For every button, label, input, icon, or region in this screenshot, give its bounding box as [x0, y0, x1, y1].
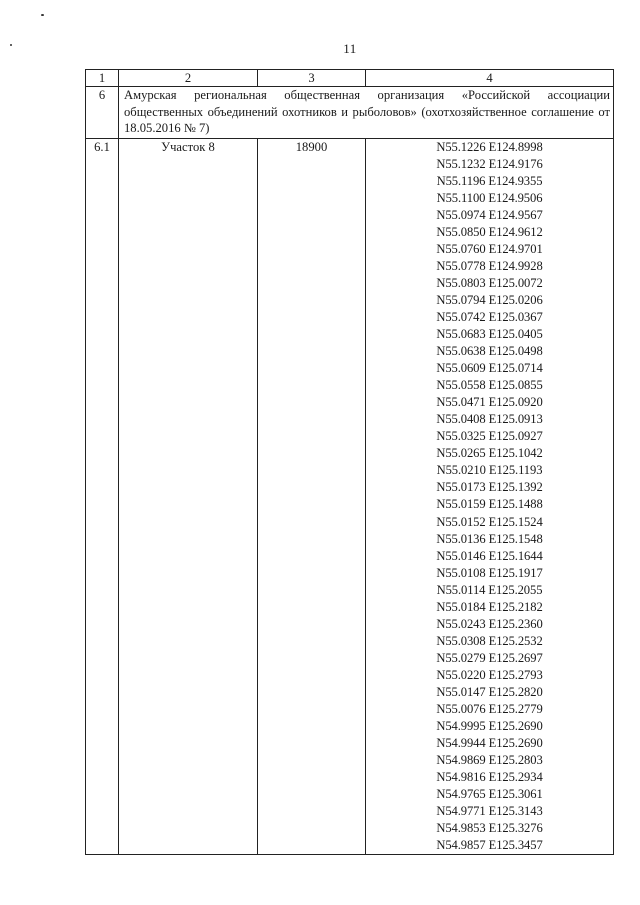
coordinate-item: N54.9857 E125.3457 [436, 838, 543, 853]
row-number: 6.1 [86, 138, 119, 855]
coordinate-item: N54.9765 E125.3061 [436, 787, 543, 802]
coordinate-item: N55.0408 E125.0913 [436, 412, 543, 427]
coordinate-item: N55.0683 E125.0405 [436, 327, 543, 342]
coordinate-item: N55.0742 E125.0367 [436, 309, 543, 324]
coordinate-item: N55.0114 E125.2055 [436, 582, 543, 597]
coordinate-item: N54.9995 E125.2690 [436, 719, 543, 734]
column-header-4: 4 [366, 70, 614, 87]
coordinate-item: N55.0265 E125.1042 [436, 446, 543, 461]
coordinate-item: N54.9853 E125.3276 [436, 821, 543, 836]
coordinate-item: N55.1100 E124.9506 [436, 190, 543, 205]
coordinate-item: N55.0173 E125.1392 [436, 480, 543, 495]
coordinate-item: N55.0609 E125.0714 [436, 361, 543, 376]
coordinate-item: N55.0279 E125.2697 [436, 650, 543, 665]
coordinate-item: N55.0850 E124.9612 [436, 224, 543, 239]
coordinate-item: N55.0243 E125.2360 [436, 616, 543, 631]
column-header-2: 2 [119, 70, 258, 87]
coordinate-item: N55.0794 E125.0206 [436, 292, 543, 307]
coordinate-item: N55.0076 E125.2779 [436, 702, 543, 717]
coordinate-item: N54.9869 E125.2803 [436, 753, 543, 768]
coordinate-item: N55.0325 E125.0927 [436, 429, 543, 444]
section-number: 6 [86, 87, 119, 139]
coordinate-item: N54.9816 E125.2934 [436, 770, 543, 785]
coordinate-item: N55.0159 E125.1488 [436, 497, 543, 512]
coordinate-item: N55.1232 E124.9176 [436, 156, 543, 171]
coordinate-item: N55.0803 E125.0072 [436, 275, 543, 290]
coordinate-item: N55.0638 E125.0498 [436, 344, 543, 359]
coordinate-item: N55.0136 E125.1548 [436, 531, 543, 546]
coordinate-item: N55.0471 E125.0920 [436, 395, 543, 410]
plot-area: 18900 [258, 138, 366, 855]
organization-title: Амурская региональная общественная организация «Российской ассоциации общественных объединений охотников и рыболовов» (охотхозяйственное соглашение от 18.05.2016 № 7) [119, 87, 614, 139]
coordinate-item: N55.0184 E125.2182 [436, 599, 543, 614]
coordinate-item: N55.0974 E124.9567 [436, 207, 543, 222]
coordinate-item: N55.0760 E124.9701 [436, 241, 543, 256]
coordinate-item: N55.1226 E124.8998 [436, 139, 543, 154]
column-number-header-row [86, 70, 614, 87]
table-row [86, 138, 614, 855]
coordinate-item: N55.0108 E125.1917 [436, 565, 543, 580]
page-number: 11 [343, 41, 357, 56]
column-header-1: 1 [86, 70, 119, 87]
coordinate-item: N55.0558 E125.0855 [436, 378, 543, 393]
coordinate-item: N55.0308 E125.2532 [436, 633, 543, 648]
section-row [86, 87, 614, 139]
coordinate-item: N55.0152 E125.1524 [436, 514, 543, 529]
coordinate-item: N55.0220 E125.2793 [436, 667, 543, 682]
hunting-grounds-table [85, 69, 614, 855]
coordinate-item: N55.0778 E124.9928 [436, 258, 543, 273]
coordinate-item: N55.0146 E125.1644 [436, 548, 543, 563]
scan-speck [41, 14, 44, 16]
plot-name: Участок 8 [119, 138, 258, 855]
coordinate-item: N55.0210 E125.1193 [436, 463, 543, 478]
coordinates-list [369, 139, 610, 855]
coordinate-item: N55.0147 E125.2820 [436, 685, 543, 699]
coordinate-item: N54.9771 E125.3143 [436, 804, 543, 819]
coordinate-item: N54.9944 E125.2690 [436, 736, 543, 751]
coordinates-cell [366, 138, 614, 855]
column-header-3: 3 [258, 70, 366, 87]
coordinate-item: N55.1196 E124.9355 [436, 173, 543, 188]
